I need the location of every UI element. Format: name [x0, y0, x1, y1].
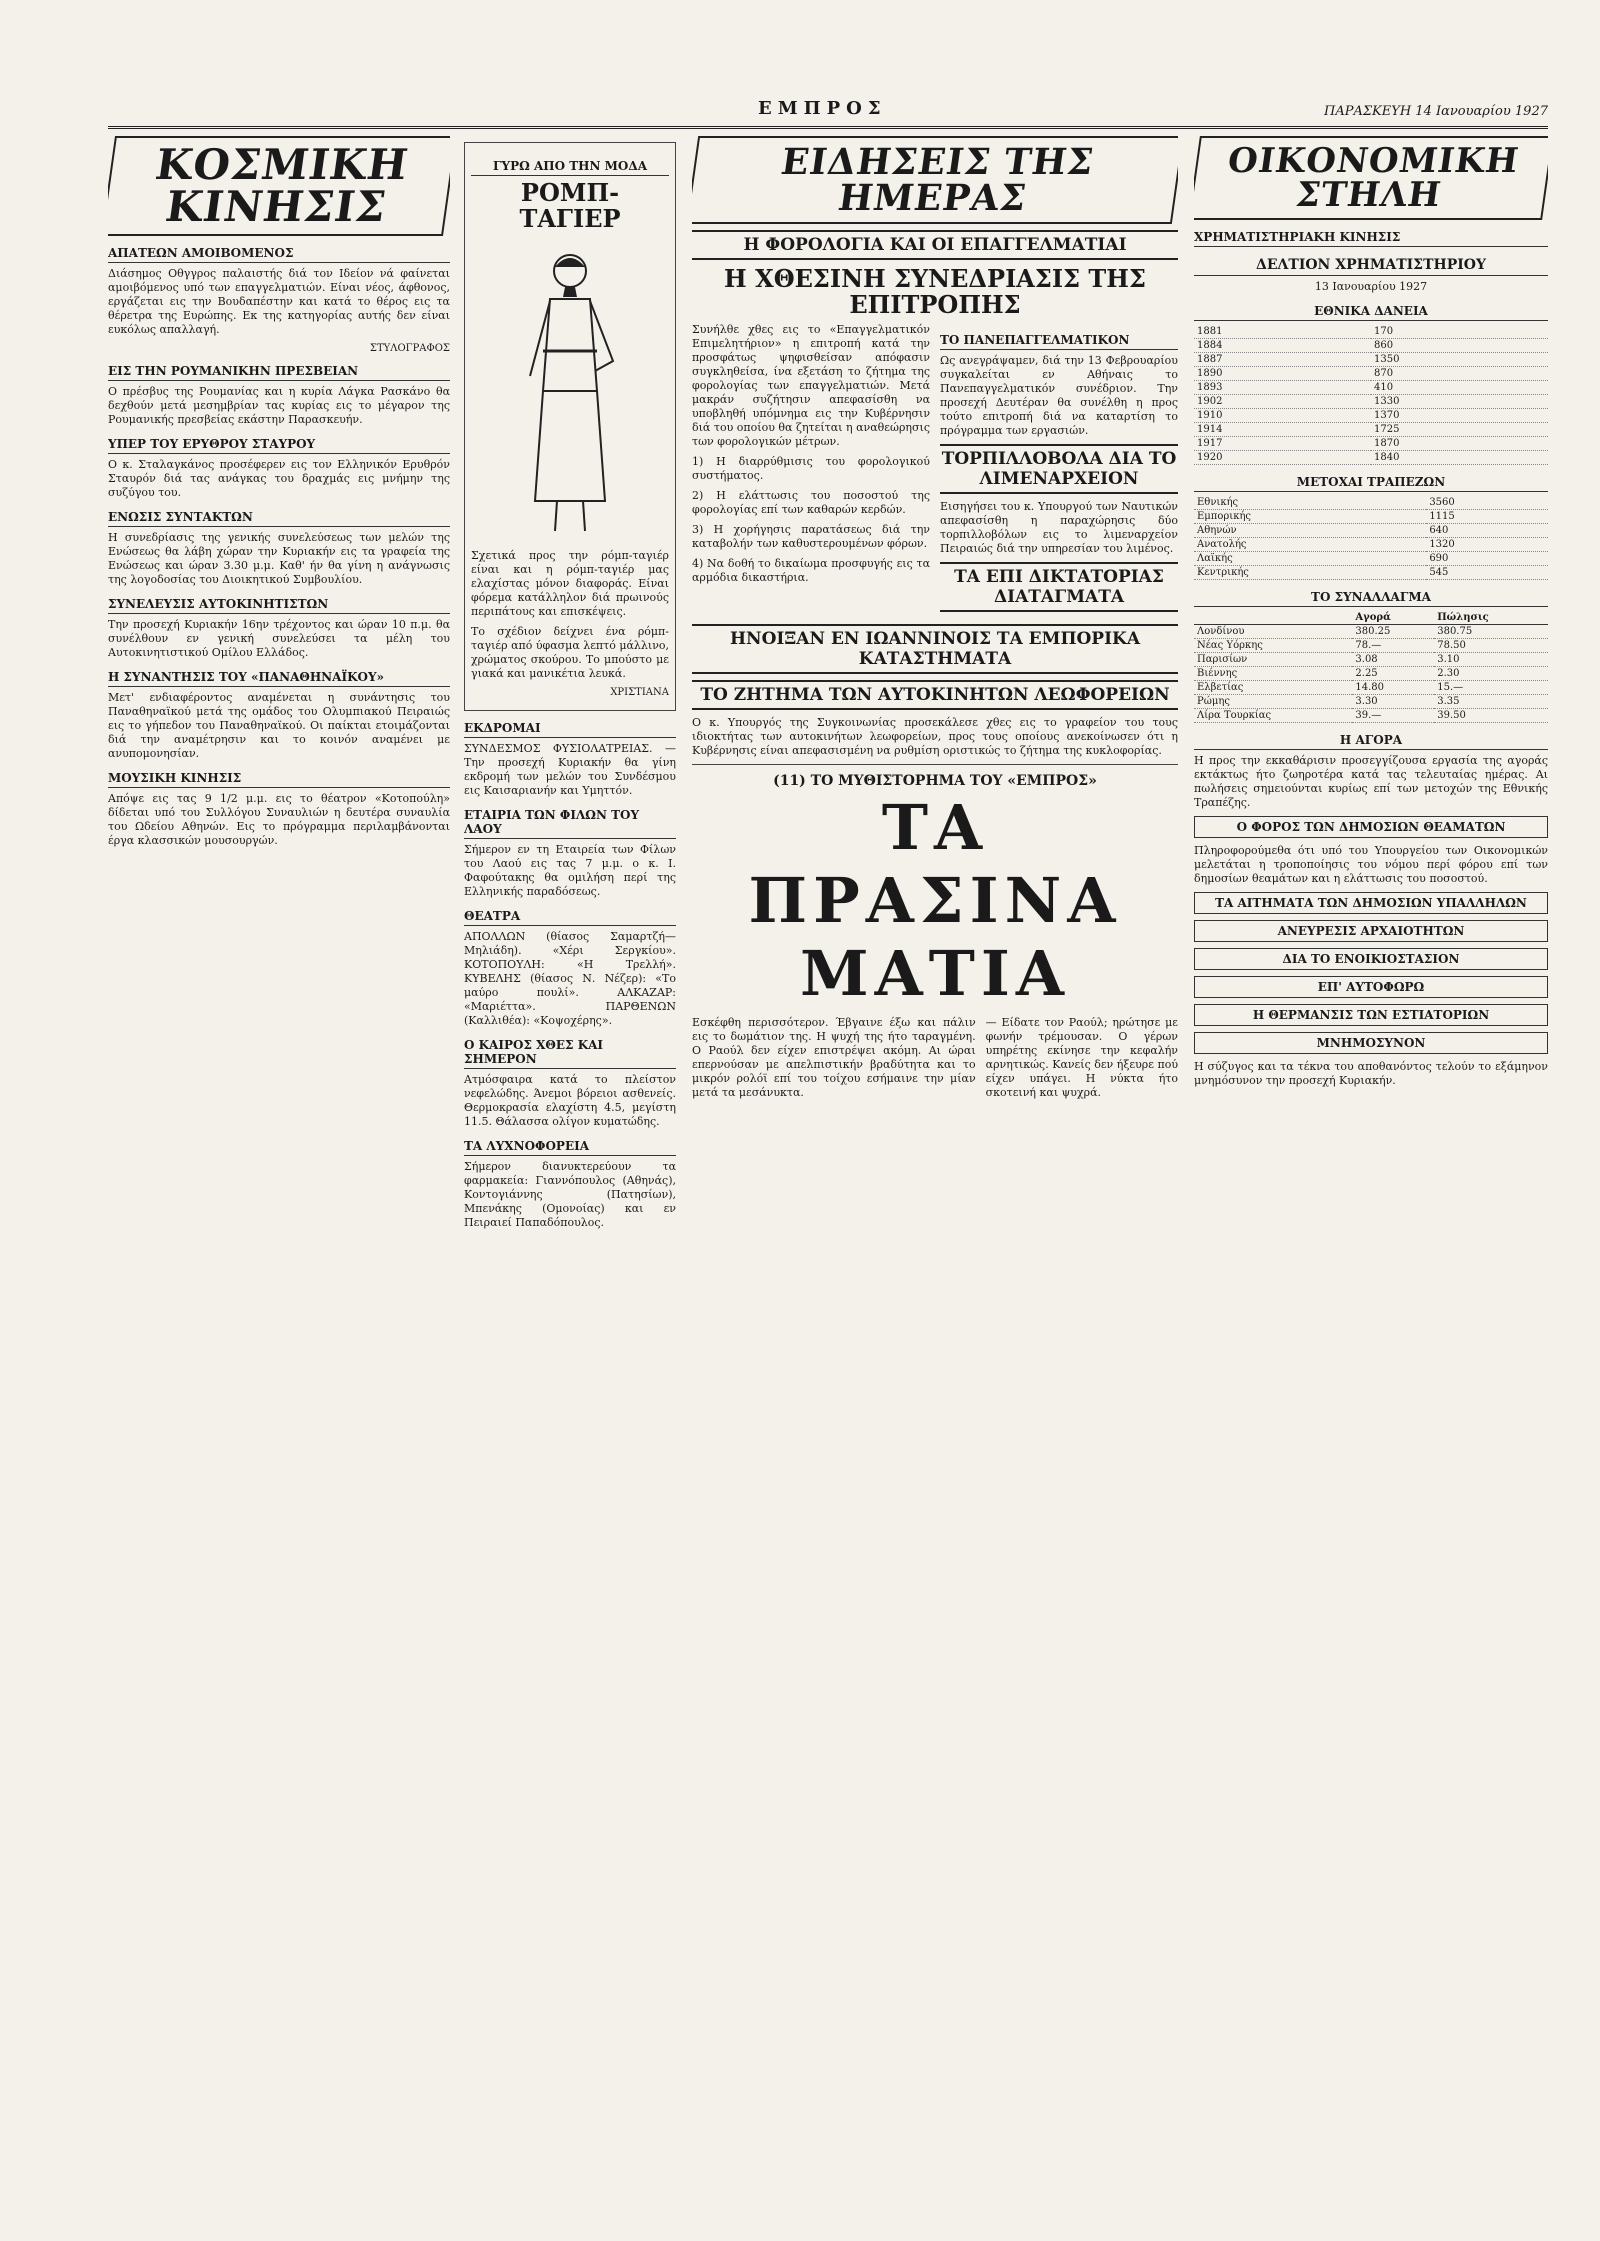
article-body: ΣΥΝΔΕΣΜΟΣ ΦΥΣΙΟΛΑΤΡΕΙΑΣ. — Την προσεχή Κυριακήν θα γίνη εκδρομή των μελών του Συνδέσμου εις Καισαριανήν και Υμηττόν. — [464, 741, 676, 797]
table-row — [1194, 353, 1548, 367]
novel-title: ΤΑ ΠΡΑΣΙΝΑ ΜΑΤΙΑ — [748, 790, 1122, 1010]
masthead-title: ΕΜΠΡΟΣ — [758, 98, 887, 119]
table-row — [1194, 451, 1548, 465]
article-heading: ΕΙΣ ΤΗΝ ΡΟΥΜΑΝΙΚΗΝ ΠΡΕΣΒΕΙΑΝ — [108, 364, 450, 381]
table-cell: Εθνικής — [1194, 496, 1426, 510]
buses-body: Ο κ. Υπουργός της Συγκοινωνίας προσεκάλεσε χθες εις το γραφείον του τους ιδιοκτήτας των αυτοκινήτων λεωφορείων, προς τους οποίους ανεκοίνωσεν ότι η Κυβέρνησις είναι απεφασισμένη να ρυθμίση οριστικώς το ζήτημα της κυκλοφορίας. — [692, 715, 1178, 757]
table-cell: Νέας Υόρκης — [1194, 639, 1352, 653]
table-cell: 1917 — [1194, 437, 1371, 451]
article-body: Διάσημος Οθγγρος παλαιστής διά τον Ιδείον νά φαίνεται αμοιβόμενος υπό των επαγγελματιών. Είναι νέος, άφθονος, εργάζεται εις την Βουδαπέστην και κατά το θέρος εις τα θέρετρα της Ευρώπης. Εκ της κατηγορίας αυτής δεν είναι ευκόλως απαλλαγή. — [108, 267, 450, 336]
table-row — [1194, 381, 1548, 395]
column-social-news — [108, 136, 450, 2206]
table-header-cell: Πώλησις — [1434, 611, 1548, 625]
table-cell: 1902 — [1194, 395, 1371, 409]
side-head-2: ΤΑ ΕΠΙ ΔΙΚΤΑΤΟΡΙΑΣ ΔΙΑΤΑΓΜΑΤΑ — [940, 562, 1178, 612]
headline-committee: Η ΧΘΕΣΙΝΗ ΣΥΝΕΔΡΙΑΣΙΣ ΤΗΣ ΕΠΙΤΡΟΠΗΣ — [724, 264, 1146, 320]
exchange-table — [1194, 611, 1548, 723]
boxed-heading: Ο ΦΟΡΟΣ ΤΩΝ ΔΗΜΟΣΙΩΝ ΘΕΑΜΑΤΩΝ — [1194, 816, 1548, 838]
novel-body-2: — Είδατε τον Ραούλ; ηρώτησε με φωνήν τρέμουσαν. Ο γέρων υπηρέτης εκίνησε την κεφαλήν αρνητικώς. Κανείς δεν ήξευρε πού είχεν υπάγει. Η νύκτα ήτο σκοτεινή και ψυχρά. — [985, 1015, 1178, 1099]
table-row — [1194, 437, 1548, 451]
table-cell: 1910 — [1194, 409, 1371, 423]
article-body: Απόψε εις τας 9 1/2 μ.μ. εις το θέατρον «Κοτοπούλη» δίδεται υπό του Συλλόγου Συναυλιών η δευτέρα συναυλία του Ωδείου Αθηνών. Εις το πρόγραμμα περιλαμβάνονται έργα κλασσικών μουσουργών. — [108, 792, 450, 847]
subhead-body: Ως ανεγράψαμεν, διά την 13 Φεβρουαρίου συγκαλείται εν Αθήναις το Πανεπαγγελματικόν συνέδριον. Την προσεχή Δευτέραν θα συνέλθη η προς τούτο επιτροπή διά να καταρτίση το πρόγραμμα των εργασιών. — [940, 353, 1178, 437]
fashion-illustration — [495, 241, 645, 541]
market-subheading: ΔΕΛΤΙΟΝ ΧΡΗΜΑΤΙΣΤΗΡΙΟΥ — [1194, 257, 1548, 276]
agora-heading: Η ΑΓΟΡΑ — [1194, 733, 1548, 750]
novel-body: Εσκέφθη περισσότερον. Έβγαινε έξω και πάλιν εις το δωμάτιον της. Η ψυχή της ήτο ταραγμένη. Ο Ραούλ δεν είχεν επιστρέψει ακόμη. Αι ώραι επερνούσαν με απελπιστικήν βραδύτητα και το μικρόν ρολόϊ επί του τοίχου εσήμαινε την μίαν μετά τα μεσάνυκτα. — [692, 1015, 976, 1099]
table-cell: 39.— — [1352, 709, 1434, 723]
section-banner-social: ΚΟΣΜΙΚΗ ΚΙΝΗΣΙΣ — [108, 136, 450, 236]
demand-item: 1) Η διαρρύθμισις του φορολογικού συστήματος. — [692, 454, 930, 482]
newspaper-page — [108, 96, 1548, 2216]
fashion-body-2: Το σχέδιον δείχνει ένα ρόμπ-ταγιέρ από ύφασμα λεπτό μάλλινο, χρώματος σκούρου. Το μπούστο με γιακά και μανικέτια λευκά. — [471, 624, 669, 680]
table-cell: 78.50 — [1434, 639, 1548, 653]
table-row — [1194, 367, 1548, 381]
column-day-news — [692, 136, 1178, 2206]
table-row — [1194, 625, 1548, 639]
table-row — [1194, 709, 1548, 723]
boxed-heading: Η ΘΕΡΜΑΝΣΙΣ ΤΩΝ ΕΣΤΙΑΤΟΡΙΩΝ — [1194, 1004, 1548, 1026]
boxed-heading: ΑΝΕΥΡΕΣΙΣ ΑΡΧΑΙΟΤΗΤΩΝ — [1194, 920, 1548, 942]
table-row — [1194, 339, 1548, 353]
headline-buses: ΤΟ ΖΗΤΗΜΑ ΤΩΝ ΑΥΤΟΚΙΝΗΤΩΝ ΛΕΩΦΟΡΕΙΩΝ — [692, 680, 1178, 710]
table-row — [1194, 695, 1548, 709]
table-cell: 1914 — [1194, 423, 1371, 437]
headline-ioannina: ΗΝΟΙΞΑΝ ΕΝ ΙΩΑΝΝΙΝΟΙΣ ΤΑ ΕΜΠΟΡΙΚΑ ΚΑΤΑΣΤΗΜΑΤΑ — [692, 624, 1178, 674]
table-cell: 39.50 — [1434, 709, 1548, 723]
article-body: Ο κ. Σταλαγκάνος προσέφερεν εις τον Ελληνικόν Ερυθρόν Σταυρόν διά τας ανάγκας του δραχμάς εις μνήμην της συζύγου του. — [108, 458, 450, 499]
market-date: 13 Ιανουαρίου 1927 — [1314, 280, 1428, 293]
table-row — [1194, 510, 1548, 524]
table-cell: 1881 — [1194, 325, 1371, 339]
table-cell: Ελβετίας — [1194, 681, 1352, 695]
loans-heading: ΕΘΝΙΚΑ ΔΑΝΕΙΑ — [1194, 304, 1548, 321]
table-cell: 3.30 — [1352, 695, 1434, 709]
table-row — [1194, 667, 1548, 681]
column-fashion — [464, 136, 676, 2206]
table-cell: Λονδίνου — [1194, 625, 1352, 639]
table-row — [1194, 566, 1548, 580]
masthead-date: ΠΑΡΑΣΚΕΥΗ 14 Ιανουαρίου 1927 — [1324, 104, 1548, 119]
article-heading: Η ΣΥΝΑΝΤΗΣΙΣ ΤΟΥ «ΠΑΝΑΘΗΝΑΪΚΟΥ» — [108, 670, 450, 687]
table-row — [1194, 524, 1548, 538]
fashion-body: Σχετικά προς την ρόμπ-ταγιέρ είναι και η ρόμπ-ταγιέρ μας ελαχίστας μόνον διαφοράς. Είναι φόρεμα κατάλληλον διά πρωινούς περιπάτους και επισκέψεις. — [471, 548, 669, 618]
subhead-panprofessional: ΤΟ ΠΑΝΕΠΑΓΓΕΛΜΑΤΙΚΟΝ — [940, 333, 1178, 350]
masthead — [108, 96, 1548, 129]
fashion-box — [464, 142, 676, 711]
fashion-title: ΡΟΜΠ-ΤΑΓΙΕΡ — [519, 178, 621, 234]
section-banner-news: ΕΙΔΗΣΕΙΣ ΤΗΣ ΗΜΕΡΑΣ — [692, 136, 1178, 224]
headline-taxation: Η ΦΟΡΟΛΟΓΙΑ ΚΑΙ ΟΙ ΕΠΑΓΓΕΛΜΑΤΙΑΙ — [692, 230, 1178, 260]
market-heading: ΧΡΗΜΑΤΙΣΤΗΡΙΑΚΗ ΚΙΝΗΣΙΣ — [1194, 230, 1548, 247]
article-body: Σήμερον διανυκτερεύουν τα φαρμακεία: Γιαννόπουλος (Αθηνάς), Κοντογιάννης (Πατησίων), Μπενάκης (Ομονοίας) και εν Πειραιεί Παπαδόπουλος. — [464, 1159, 676, 1229]
article-body: Ο πρέσβυς της Ρουμανίας και η κυρία Λάγκα Ρασκάνο θα δεχθούν μετά μεσημβρίαν τας κυρίας εις το μέγαρον της Ρουμανικής πρεσβείας εκάστην Παρασκευήν. — [108, 385, 450, 426]
table-cell: 3.08 — [1352, 653, 1434, 667]
table-cell: 2.30 — [1434, 667, 1548, 681]
article-body: ΑΠΟΛΛΩΝ (θίασος Σαμαρτζή—Μηλιάδη). «Χέρι Σεργκίου». ΚΟΤΟΠΟΥΛΗ: «Η Τρελλή». ΚΥΒΕΛΗΣ (θίασος Ν. Νέζερ): «Το μαύρο πουλί». ΑΛΚΑΖΑΡ: «Μαριέττα». ΠΑΡΘΕΝΩΝ (Καλλιθέα): «Κοψοχέρης». — [464, 929, 676, 1027]
table-cell: 1115 — [1426, 510, 1548, 524]
article-body: Την προσεχή Κυριακήν 16ην τρέχοντος και ώραν 10 π.μ. θα συνέλθουν εν γενική συνελεύσει τα μέλη του Αυτοκινητιστικού Ομίλου Ελλάδος. — [108, 618, 450, 659]
box-body: Πληροφορούμεθα ότι υπό του Υπουργείου των Οικονομικών μελετάται η τροποποίησις του νόμου περί φόρου επί των δημοσίων θεαμάτων και η ελάττωσις του ποσοστού. — [1194, 844, 1548, 885]
shares-table — [1194, 496, 1548, 580]
table-cell: 1330 — [1371, 395, 1548, 409]
table-cell: 410 — [1371, 381, 1548, 395]
table-cell: 170 — [1371, 325, 1548, 339]
table-cell: 1725 — [1371, 423, 1548, 437]
article-heading: ΜΟΥΣΙΚΗ ΚΙΝΗΣΙΣ — [108, 771, 450, 788]
table-cell: 1350 — [1371, 353, 1548, 367]
table-row — [1194, 681, 1548, 695]
boxed-heading: ΤΑ ΑΙΤΗΜΑΤΑ ΤΩΝ ΔΗΜΟΣΙΩΝ ΥΠΑΛΛΗΛΩΝ — [1194, 892, 1548, 914]
article-heading: ΤΑ ΛΥΧΝΟΦΟΡΕΙΑ — [464, 1139, 676, 1156]
table-cell: 1890 — [1194, 367, 1371, 381]
boxed-heading: ΔΙΑ ΤΟ ΕΝΟΙΚΙΟΣΤΑΣΙΟΝ — [1194, 948, 1548, 970]
table-cell: Παρισίων — [1194, 653, 1352, 667]
table-row — [1194, 639, 1548, 653]
table-row — [1194, 538, 1548, 552]
fashion-signature: ΧΡΙΣΤΙΑΝΑ — [610, 686, 669, 698]
table-cell: 1920 — [1194, 451, 1371, 465]
table-row — [1194, 325, 1548, 339]
shares-heading: ΜΕΤΟΧΑΙ ΤΡΑΠΕΖΩΝ — [1194, 475, 1548, 492]
demand-item: 3) Η χορήγησις παρατάσεως διά την καταβολήν των καθυστερουμένων φόρων. — [692, 522, 930, 550]
boxed-heading: ΕΠ' ΑΥΤΟΦΩΡΩ — [1194, 976, 1548, 998]
table-cell: 1884 — [1194, 339, 1371, 353]
article-heading: ΕΚΔΡΟΜΑΙ — [464, 721, 676, 738]
article-heading: ΘΕΑΤΡΑ — [464, 909, 676, 926]
table-cell: 380.75 — [1434, 625, 1548, 639]
exchange-heading: ΤΟ ΣΥΝΑΛΛΑΓΜΑ — [1194, 590, 1548, 607]
table-cell: 380.25 — [1352, 625, 1434, 639]
article-heading: Ο ΚΑΙΡΟΣ ΧΘΕΣ ΚΑΙ ΣΗΜΕΡΟΝ — [464, 1038, 676, 1069]
table-cell: 3.10 — [1434, 653, 1548, 667]
table-row — [1194, 423, 1548, 437]
table-cell: Ανατολής — [1194, 538, 1426, 552]
article-heading: ΥΠΕΡ ΤΟΥ ΕΡΥΘΡΟΥ ΣΤΑΥΡΟΥ — [108, 437, 450, 454]
lead-paragraph: Συνήλθε χθες εις το «Επαγγελματικόν Επιμελητήριον» η επιτροπή κατά την προσφάτως ψηφισθείσαν απόφασιν συγκληθείσα, ίνα εξετάση το ζήτημα της φορολογίας των επαγγελματιών. Μετά μακράν συζήτησιν απεφασίσθη να υποβληθή υπόμνημα εις την Κυβέρνησιν διά του οποίου θα ζητείται η αναθεώρησις των φορολογικών μέτρων. — [692, 322, 930, 448]
article-body: Σήμερον εν τη Εταιρεία των Φίλων του Λαού εις τας 7 μ.μ. ο κ. Ι. Φαφούτακης θα ομιλήση περί της Ελληνικής παραδόσεως. — [464, 842, 676, 898]
table-cell: Αθηνών — [1194, 524, 1426, 538]
loans-table — [1194, 325, 1548, 465]
table-cell: 1887 — [1194, 353, 1371, 367]
table-row — [1194, 552, 1548, 566]
lead-columns — [692, 323, 1178, 618]
table-cell: 860 — [1371, 339, 1548, 353]
article-body: Η συνεδρίασις της γενικής συνελεύσεως των μελών της Ενώσεως θα λάβη χώραν την Κυριακήν εις τα γραφεία της Ενώσεως και ώραν 3.30 μ.μ. Καθ' ήν θα γίνη η ανάγνωσις της λογοδοσίας του Διοικητικού Συμβουλίου. — [108, 531, 450, 586]
table-cell: Λίρα Τουρκίας — [1194, 709, 1352, 723]
table-cell: Εμπορικής — [1194, 510, 1426, 524]
table-cell: 640 — [1426, 524, 1548, 538]
table-cell: Λαϊκής — [1194, 552, 1426, 566]
column-economy — [1194, 136, 1548, 2206]
side-body: Εισηγήσει του κ. Υπουργού των Ναυτικών απεφασίσθη η παραχώρησις δύο τορπιλλοβόλων εις το λιμεναρχείον Πειραιώς διά την υπηρεσίαν του λιμένος. — [940, 499, 1178, 555]
table-cell: 2.25 — [1352, 667, 1434, 681]
table-cell: 3.35 — [1434, 695, 1548, 709]
table-cell: 1370 — [1371, 409, 1548, 423]
table-row — [1194, 395, 1548, 409]
table-cell: Βιέννης — [1194, 667, 1352, 681]
boxed-heading: ΜΝΗΜΟΣΥΝΟΝ — [1194, 1032, 1548, 1054]
table-cell: Κεντρικής — [1194, 566, 1426, 580]
article-heading: ΣΥΝΕΛΕΥΣΙΣ ΑΥΤΟΚΙΝΗΤΙΣΤΩΝ — [108, 597, 450, 614]
table-header-cell — [1194, 611, 1352, 625]
fashion-heading: ΓΥΡΩ ΑΠΟ ΤΗΝ ΜΟΔΑ — [471, 159, 669, 176]
agora-body: Η προς την εκκαθάρισιν προσεγγίζουσα εργασία της αγοράς εκτάκτως ήτο ζωηροτέρα κατά τας τελευταίας ημέρας. Αι πωλήσεις σημειούνται κυρίως επί των μετοχών της Εθνικής Τραπέζης. — [1194, 754, 1548, 809]
article-signature: ΣΤΥΛΟΓΡΑΦΟΣ — [369, 343, 450, 354]
table-cell: 1893 — [1194, 381, 1371, 395]
table-row — [1194, 409, 1548, 423]
table-cell: Ρώμης — [1194, 695, 1352, 709]
novel-divider — [692, 764, 1178, 765]
table-cell: 870 — [1371, 367, 1548, 381]
table-row — [1194, 653, 1548, 667]
table-cell: 690 — [1426, 552, 1548, 566]
article-heading: ΕΤΑΙΡΙΑ ΤΩΝ ΦΙΛΩΝ ΤΟΥ ΛΑΟΥ — [464, 808, 676, 839]
table-cell: 14.80 — [1352, 681, 1434, 695]
table-cell: 545 — [1426, 566, 1548, 580]
article-heading: ΕΝΩΣΙΣ ΣΥΝΤΑΚΤΩΝ — [108, 510, 450, 527]
novel-columns — [692, 1016, 1178, 1106]
article-body: Ατμόσφαιρα κατά το πλείστον νεφελώδης. Άνεμοι βόρειοι ασθενείς. Θερμοκρασία ελαχίστη 4.5, μεγίστη 11.5. Θάλασσα ολίγον κυματώδης. — [464, 1072, 676, 1128]
article-heading: ΑΠΑΤΕΩΝ ΑΜΟΙΒΟΜΕΝΟΣ — [108, 246, 450, 263]
table-cell: 1840 — [1371, 451, 1548, 465]
table-cell: 78.— — [1352, 639, 1434, 653]
article-body: Μετ' ενδιαφέροντος αναμένεται η συνάντησις του Παναθηναϊκού μετά της ομάδος του Ολυμπιακού Πειραιώς εις το γήπεδον του Παναθηναϊκού. Οι παίκται ετοιμάζονται διά την αναμέτρησιν και το κοινόν αναμένει με ανυπομονησίαν. — [108, 691, 450, 760]
side-head-1: ΤΟΡΠΙΛΛΟΒΟΛΑ ΔΙΑ ΤΟ ΛΙΜΕΝΑΡΧΕΙΟΝ — [940, 444, 1178, 494]
section-banner-economy: ΟΙΚΟΝΟΜΙΚΗ ΣΤΗΛΗ — [1194, 136, 1548, 220]
demand-item: 2) Η ελάττωσις του ποσοστού της φορολογίας επί των καθαρών κερδών. — [692, 488, 930, 516]
table-cell: 1870 — [1371, 437, 1548, 451]
demand-item: 4) Να δοθή το δικαίωμα προσφυγής εις τα αρμόδια δικαστήρια. — [692, 556, 930, 584]
table-header-cell: Αγορά — [1352, 611, 1434, 625]
dress-figure-icon — [495, 241, 645, 541]
table-row — [1194, 496, 1548, 510]
table-cell: 1320 — [1426, 538, 1548, 552]
table-cell: 3560 — [1426, 496, 1548, 510]
novel-header: (11) ΤΟ ΜΥΘΙΣΤΟΡΗΜΑ ΤΟΥ «ΕΜΠΡΟΣ» — [773, 772, 1097, 789]
memorial-body: Η σύζυγος και τα τέκνα του αποθανόντος τελούν το εξάμηνον μνημόσυνον την προσεχή Κυριακήν. — [1194, 1060, 1548, 1087]
table-cell: 15.— — [1434, 681, 1548, 695]
